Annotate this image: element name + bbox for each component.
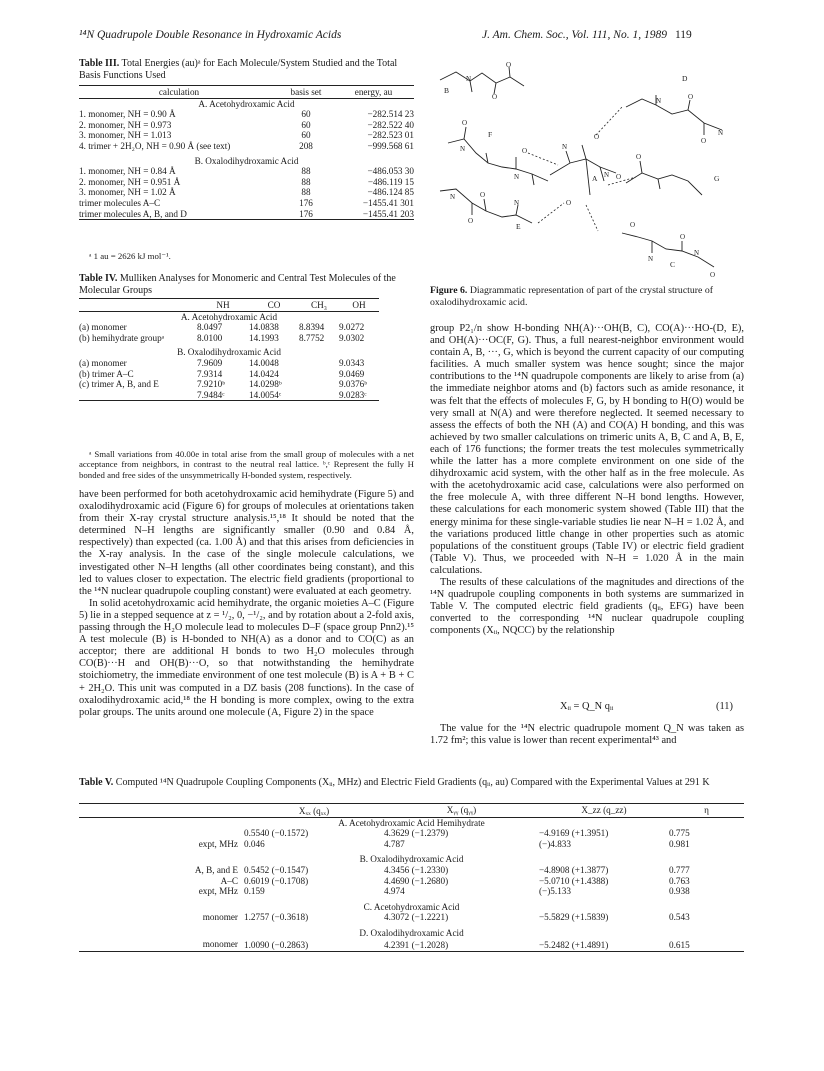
table5-col-xx: Xₓₓ (qₓₓ) — [244, 804, 384, 818]
cell: 7.9314 — [197, 368, 223, 379]
table3-footnote: ᵃ 1 au = 2626 kJ mol⁻¹. — [89, 251, 171, 261]
cell: 3. monomer, NH = 1.02 Å — [79, 187, 176, 198]
table-row — [79, 939, 744, 952]
molecule-label-e: E — [516, 222, 521, 231]
table-row — [79, 130, 414, 141]
cell: 0.981 — [669, 838, 690, 849]
table-row — [79, 177, 414, 188]
cell: 9.0272 — [339, 322, 365, 333]
figure6-caption-text: Diagrammatic representation of part of the crystal structure of oxalodihydroxamic acid. — [430, 285, 714, 308]
cell — [299, 369, 339, 380]
atom-n-label: N — [694, 249, 700, 257]
cell: 176 — [299, 197, 313, 208]
table4-footnote: ᵃ Small variations from 40.00e in total arise from the small group of molecules with a net acceptance from neighbors, in contrast to the neutral real lattice. ᵇ,ᶜ Represent the fully H bonded and free sides of the unsymmetrically H-bonded system, respectively. — [79, 449, 414, 480]
cell: 4.3072 (−1.2221) — [384, 912, 449, 923]
figure6-label: Figure 6. — [430, 285, 468, 296]
cell: (−)5.133 — [539, 886, 571, 897]
equation-11: Xᵢᵢ = Q_N qᵢᵢ — [560, 701, 614, 712]
cell: 8.0497 — [197, 322, 223, 333]
cell: −5.0710 (+1.4388) — [539, 875, 609, 886]
table4-col-nh: NH — [197, 299, 249, 312]
atom-o-label: O — [566, 199, 572, 207]
paragraph: group P2₁/n show H-bonding NH(A)···OH(B, C), CO(A)···HO-(D, E), and OH(A)···OC(F, G). Thus, a full nearest-neighbor environment would contain A, B, ···, G, which is beyond the current capacity of our computing facilities. A much smaller system was hence sought; since the major contributions to the ¹⁴N quadrupole components are likely to arise from (a) the immediate neighbor atoms and (b) factors such as amide resonance, it was felt that the effects of molecules F, G, by H bonding to H(O) would be very small at N(A) and were therefore neglected. It seemed necessary to assess the effects of both the NH (A) and CO(A) H bonding, and this was achieved by two smaller calculations on trimeric units A, B, C and A, B, E, each of 176 functions; the former treats the test molecules symmetrically while the latter has a more complete environment on one side of the dihydroxamic acid system, with the other half as in the free molecule. As with the acetohydroxamic acid case, calculations were also performed on the free molecule A, with three different N–H bond lengths. However, these calculations for each monomeric system showed (Table III) that the energy minima for these single-variable studies lie near N–H = 1.02 Å, and the variations produced little change in other properties such as atomic populations of the constituent groups (Table IV) or electric field gradient (Table V). Thus, we proceeded with N–H = 1.020 Å in the main calculations. — [430, 323, 744, 576]
table-row — [79, 209, 414, 220]
table4-section-a: A. Acetohydroxamic Acid — [180, 311, 278, 322]
cell: 3. monomer, NH = 1.013 — [79, 130, 172, 141]
paragraph: In solid acetohydroxamic acid hemihydrate, the organic moieties A–C (Figure 5) lie in a stepped sequence at z = ¹/₂, 0, −¹/₂, and by rotation about a 2-fold axis, passing through the H₂O molecule lead to molecules D–F (space group Pnn2).¹⁵ A test molecule (B) is H-bonded to NH(A) as a donor and to CO(C) as an acceptor; there are additional H bonds to two H₂O molecules through CO(B)···H and OH(B)···O, so that notwithstanding the hemihydrate stoichiometry, the immediate environment of one test molecule (B) is A + B + C + 2H₂O. This unit was computed in a DZ basis (208 functions). In the case of oxalodihydroxamic acid,¹⁸ the H bonding is more complex, owing to the extra polar groups. The units around one molecule (A, Figure 2) in the space — [79, 597, 414, 718]
table-row — [79, 120, 414, 131]
cell: 0.615 — [669, 939, 690, 950]
cell — [299, 390, 339, 401]
cell — [299, 358, 339, 369]
cell: −5.5829 (+1.5839) — [539, 912, 609, 923]
cell: 14.0048 — [249, 357, 279, 368]
cell: 4.3456 (−1.2330) — [384, 864, 449, 875]
atom-n-label: N — [604, 171, 610, 179]
atom-o-label: O — [480, 191, 486, 199]
cell: −1455.41 203 — [362, 208, 414, 219]
cell: expt, MHz — [198, 886, 238, 897]
right-column-text-continued — [430, 723, 744, 747]
atom-o-label: O — [616, 173, 622, 181]
atom-n-label: N — [514, 173, 520, 181]
table4-col-blank — [79, 299, 197, 312]
cell: (a) monomer — [79, 322, 127, 333]
table-row — [79, 390, 379, 401]
table-row — [79, 198, 414, 209]
cell: 0.777 — [669, 864, 690, 875]
equation-number: (11) — [716, 701, 733, 712]
cell: 0.775 — [669, 828, 690, 839]
cell: trimer molecules A–C — [79, 197, 161, 208]
cell: −282.523 01 — [367, 130, 414, 141]
cell: trimer molecules A, B, and D — [79, 208, 187, 219]
table-row — [79, 876, 744, 887]
cell: (−)4.833 — [539, 838, 571, 849]
cell: 14.0424 — [249, 368, 279, 379]
table5-label: Table V. — [79, 777, 114, 788]
table4-caption: Mulliken Analyses for Monomeric and Central Test Molecules of the Molecular Groups — [79, 273, 396, 296]
table5-title — [79, 777, 744, 789]
table3-title — [79, 58, 414, 82]
cell: 1. monomer, NH = 0.84 Å — [79, 166, 176, 177]
table4-col-ch3: CH₃ — [299, 299, 339, 312]
cell: 7.9210ᵇ — [197, 379, 226, 390]
cell: expt, MHz — [198, 838, 238, 849]
cell: 8.0100 — [197, 332, 223, 343]
cell: 7.9484ᶜ — [197, 389, 225, 400]
atom-n-label: N — [460, 145, 466, 153]
cell: −486.124 85 — [367, 187, 414, 198]
atom-o-label: O — [468, 217, 474, 225]
cell: 0.159 — [244, 886, 265, 897]
table4 — [79, 298, 379, 401]
atom-o-label: O — [594, 133, 600, 141]
cell: 9.0302 — [339, 332, 365, 343]
cell: 0.5540 (−0.1572) — [244, 828, 309, 839]
molecule-label-f: F — [488, 130, 493, 139]
atom-n-label: N — [656, 97, 662, 105]
cell: 60 — [301, 130, 311, 141]
cell: 0.543 — [669, 912, 690, 923]
atom-n-label: N — [466, 75, 472, 83]
running-head-left: ¹⁴N Quadrupole Double Resonance in Hydroxamic Acids — [79, 29, 342, 41]
cell: 8.7752 — [299, 332, 325, 343]
table3 — [79, 85, 414, 220]
molecule-label-b: B — [444, 86, 450, 95]
atom-o-label: O — [462, 119, 468, 127]
atom-o-label: O — [522, 147, 528, 155]
cell: 60 — [301, 119, 311, 130]
table3-section-b: B. Oxalodihydroxamic Acid — [194, 155, 299, 166]
table-row — [79, 865, 744, 876]
table3-caption: Total Energies (au)ᵃ for Each Molecule/System Studied and the Total Basis Functions Used — [79, 58, 398, 81]
cell — [79, 828, 244, 839]
atom-o-label: O — [688, 93, 694, 101]
atom-o-label: O — [492, 93, 498, 101]
table4-col-oh: OH — [339, 299, 379, 312]
cell: 14.0054ᶜ — [249, 389, 282, 400]
table-row — [79, 828, 744, 839]
atom-n-label: N — [648, 255, 654, 263]
table-row — [79, 379, 379, 390]
cell: 14.0298ᵇ — [249, 379, 282, 390]
running-head-right — [482, 29, 692, 41]
molecule-label-d: D — [682, 74, 688, 83]
cell — [79, 390, 197, 401]
atom-o-label: O — [680, 233, 686, 241]
table-row — [79, 187, 414, 198]
cell: (b) hemihydrate groupᵃ — [79, 332, 165, 343]
cell: 4.3629 (−1.2379) — [384, 828, 449, 839]
table3-label: Table III. — [79, 58, 120, 69]
right-column-text — [430, 323, 744, 637]
cell: 4.4690 (−1.2680) — [384, 875, 449, 886]
cell: 0.938 — [669, 886, 690, 897]
cell: −282.514 23 — [367, 109, 414, 120]
table-row — [79, 912, 744, 923]
molecule-label-g: G — [714, 174, 720, 183]
table-row — [79, 109, 414, 120]
cell: 0.763 — [669, 875, 690, 886]
molecule-label-c: C — [670, 260, 676, 269]
table4-section-b: B. Oxalodihydroxamic Acid — [177, 347, 281, 358]
cell: −1455.41 301 — [362, 197, 414, 208]
cell: 9.0469 — [339, 368, 365, 379]
atom-n-label: N — [450, 193, 456, 201]
table5-section-d: D. Oxalodihydroxamic Acid — [359, 927, 464, 938]
atom-o-label: O — [710, 271, 716, 279]
cell: −5.2482 (+1.4891) — [539, 939, 609, 950]
table5-col-yy: Xᵧᵧ (qᵧᵧ) — [384, 804, 539, 818]
cell: A–C — [220, 875, 238, 886]
left-column-text — [79, 489, 414, 719]
cell: 9.0343 — [339, 357, 365, 368]
figure6-caption — [430, 285, 744, 309]
table-row — [79, 369, 379, 380]
table-row — [79, 358, 379, 369]
cell: 1. monomer, NH = 0.90 Å — [79, 109, 176, 120]
cell: 4.787 — [384, 838, 405, 849]
table3-section-a: A. Acetohydroxamic Acid — [198, 98, 295, 109]
cell: −999.568 61 — [367, 140, 414, 151]
cell: 88 — [301, 187, 311, 198]
molecule-label-a: A — [592, 174, 598, 183]
cell: −486.119 15 — [367, 176, 414, 187]
cell: (a) monomer — [79, 357, 127, 368]
cell: 176 — [299, 208, 313, 219]
journal-citation: J. Am. Chem. Soc., Vol. 111, No. 1, 1989 — [482, 29, 667, 41]
cell — [299, 379, 339, 390]
table5-col-zz: X_zz (q_zz) — [539, 804, 669, 818]
cell: monomer — [202, 912, 238, 923]
cell: 208 — [299, 140, 313, 151]
table-row — [79, 839, 744, 850]
cell: 7.9609 — [197, 357, 223, 368]
cell: 0.046 — [244, 838, 265, 849]
atom-o-label: O — [701, 137, 707, 145]
table5-col-blank — [79, 804, 244, 818]
table5 — [79, 803, 744, 952]
table5-caption: Computed ¹⁴N Quadrupole Coupling Components (Xᵢᵢ, MHz) and Electric Field Gradients (qᵢᵢ, au) Compared with the Experimental Values at 291 K — [115, 777, 710, 788]
cell: 14.1993 — [249, 332, 279, 343]
table-row — [79, 322, 379, 333]
cell: (b) trimer A–C — [79, 368, 134, 379]
table-row — [79, 886, 744, 897]
table3-col-calc: calculation — [79, 86, 279, 99]
table5-section-a: A. Acetohydroxamic Acid Hemihydrate — [338, 817, 485, 828]
cell: 8.8394 — [299, 322, 325, 333]
figure6-diagram — [430, 55, 742, 280]
table5-section-c: C. Acetohydroxamic Acid — [363, 901, 460, 912]
table-row — [79, 141, 414, 152]
atom-o-label: O — [636, 153, 642, 161]
cell: 4.974 — [384, 886, 405, 897]
cell: A, B, and E — [194, 864, 238, 875]
cell: 60 — [301, 109, 311, 120]
cell: −4.8908 (+1.3877) — [539, 864, 609, 875]
atom-n-label: N — [514, 199, 520, 207]
cell: 14.0838 — [249, 322, 279, 333]
cell: −282.522 40 — [367, 119, 414, 130]
cell: 9.0376ᵇ — [339, 379, 368, 390]
cell: monomer — [202, 938, 238, 949]
cell: 0.6019 (−0.1708) — [244, 875, 309, 886]
cell: 4.2391 (−1.2028) — [384, 939, 449, 950]
cell: 9.0283ᶜ — [339, 389, 367, 400]
figure6-molecule-labels — [444, 74, 720, 269]
table3-col-energy: energy, au — [333, 86, 414, 99]
atom-o-label: O — [630, 221, 636, 229]
table-row — [79, 333, 379, 344]
atom-n-label: N — [718, 129, 724, 137]
cell: 0.5452 (−0.1547) — [244, 864, 309, 875]
table-row — [79, 166, 414, 177]
paragraph: have been performed for both acetohydroxamic acid hemihydrate (Figure 5) and oxalodihydroxamic acid (Figure 6) for groups of molecules at orientations taken from their X-ray crystal structure analysis.¹⁵,¹⁸ It should be noted that the determined N–H lengths are significantly smaller (0.90 and 0.84 Å, respectively) than expected (ca. 1.00 Å) and that this arises from deficiencies in the X-ray analysis. In the case of the single molecule calculations, we investigated other N–H lengths (all other coordinates being constant), and this led to values closer to expectation. The electric field gradients (proportional to the ¹⁴N nuclear quadrupole coupling constant) were evaluated at each geometry. — [79, 489, 414, 597]
cell: 4. trimer + 2H₂O, NH = 0.90 Å (see text) — [79, 140, 231, 151]
paragraph: The results of these calculations of the magnitudes and directions of the ¹⁴N quadrupole coupling components in both systems are summarized in Table V. The computed electric field gradients (qᵢᵢ, EFG) have been converted to the corresponding ¹⁴N nuclear quadrupole coupling components (Xᵢᵢ, NQCC) by the relationship — [430, 576, 744, 637]
figure6-hbonds — [528, 107, 636, 231]
cell: 1.2757 (−0.3618) — [244, 912, 309, 923]
page-number: 119 — [674, 29, 692, 41]
atom-o-label: O — [506, 61, 512, 69]
atom-n-label: N — [562, 143, 568, 151]
cell: (c) trimer A, B, and E — [79, 379, 159, 390]
cell: 2. monomer, NH = 0.973 — [79, 119, 172, 130]
cell: 88 — [301, 166, 311, 177]
table4-label: Table IV. — [79, 273, 118, 284]
cell: 88 — [301, 176, 311, 187]
cell: −486.053 30 — [367, 166, 414, 177]
table4-col-co: CO — [249, 299, 299, 312]
table5-section-b: B. Oxalodihydroxamic Acid — [359, 854, 464, 865]
table4-title — [79, 273, 414, 297]
cell: 2. monomer, NH = 0.951 Å — [79, 176, 181, 187]
cell: −4.9169 (+1.3951) — [539, 828, 609, 839]
table3-col-basis: basis set — [279, 86, 333, 99]
table5-col-eta: η — [669, 804, 744, 818]
cell: 1.0090 (−0.2863) — [244, 939, 309, 950]
paragraph: The value for the ¹⁴N electric quadrupole moment Q_N was taken as 1.72 fm²; this value is lower than recent experimental⁴³ and — [430, 723, 744, 747]
